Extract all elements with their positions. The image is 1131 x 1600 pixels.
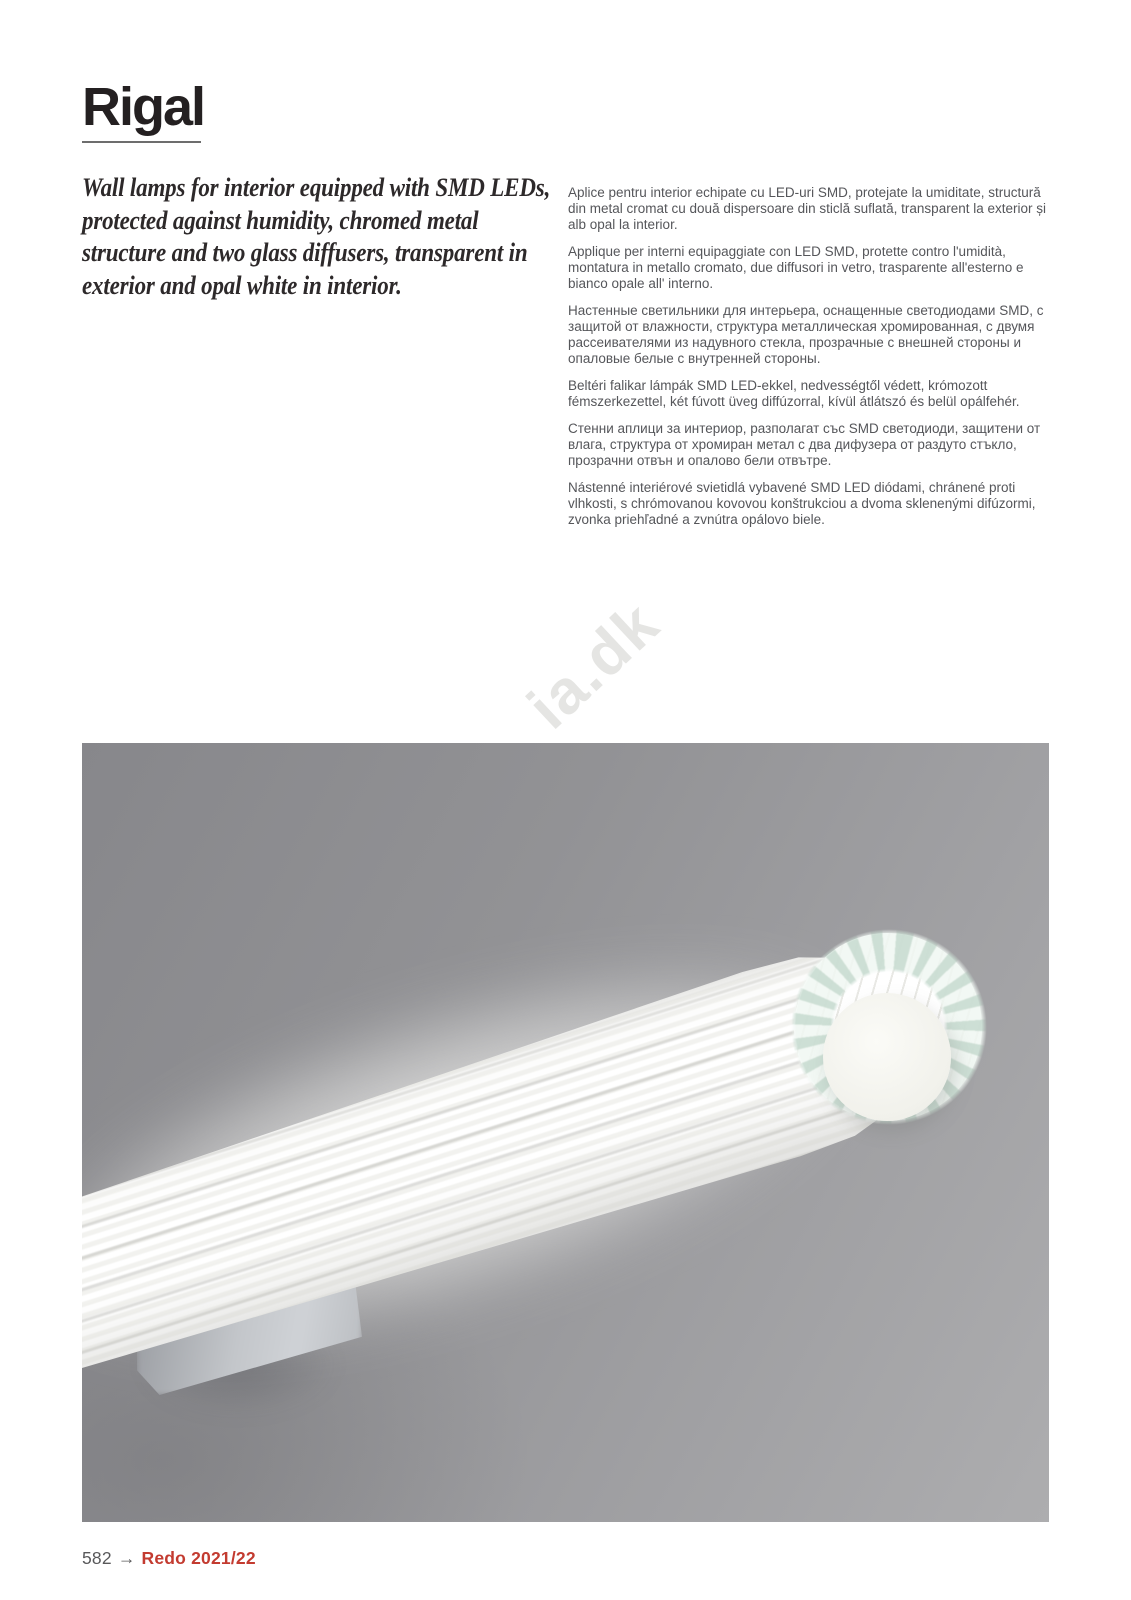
catalog-name: Redo 2021/22 xyxy=(141,1548,256,1568)
description-paragraph-6: Nástenné interiérové svietidlá vybavené SMD LED diódami, chránené proti vlhkosti, s chrómovanou kovovou konštrukciou a dvoma sklenenými difúzormi, zvonka priehľadné a zvnútra opálovo biele. xyxy=(568,480,1036,527)
page-number: 582 xyxy=(82,1548,112,1568)
description-paragraph-1: Aplice pentru interior echipate cu LED-uri SMD, protejate la umiditate, structură din metal cromat cu două dispersoare din sticlă suflată, transparent la exterior și alb opal la interior. xyxy=(568,185,1046,232)
headline-line: protected against humidity, chromed metal xyxy=(82,205,479,235)
headline-line: Wall lamps for interior equipped with SMD LEDs, xyxy=(82,173,551,202)
product-photo xyxy=(82,743,1049,1522)
title-underline xyxy=(82,141,201,143)
page-title: Rigal xyxy=(82,77,205,137)
product-headline xyxy=(82,172,550,302)
opal-end-cap xyxy=(823,993,951,1121)
description-paragraph-3: Настенные светильники для интерьера, оснащенные светодиодами SMD, с защитой от влажности, структура металлическая хромированная, с двумя рассеивателями из надувного стекла, прозрачные с внешней стороны и опаловые белые с внутренней стороны. xyxy=(568,303,1044,366)
page-footer xyxy=(82,1548,256,1569)
description-paragraph-2: Applique per interni equipaggiate con LED SMD, protette contro l'umidità, montatura in metallo cromato, due diffusori in vetro, trasparente all'esterno e bianco opale all' interno. xyxy=(568,244,1024,291)
arrow-icon: → xyxy=(117,1548,136,1568)
watermark-text: ia.dk xyxy=(514,588,673,743)
translations-column xyxy=(568,185,1049,539)
headline-line: exterior and opal white in interior. xyxy=(82,270,402,300)
description-paragraph-4: Beltéri falikar lámpák SMD LED-ekkel, nedvességtől védett, krómozott fémszerkezettel, két fúvott üveg diffúzorral, kívül átlátszó és belül opálfehér. xyxy=(568,378,1020,409)
headline-line: structure and two glass diffusers, transparent in xyxy=(82,238,528,267)
description-paragraph-5: Стенни аплици за интериор, разполагат със SMD светодиоди, защитени от влага, структура от хромиран метал с два дифузера от раздуто стъкло, прозрачни отвън и опалово бели отвътре. xyxy=(568,421,1041,468)
